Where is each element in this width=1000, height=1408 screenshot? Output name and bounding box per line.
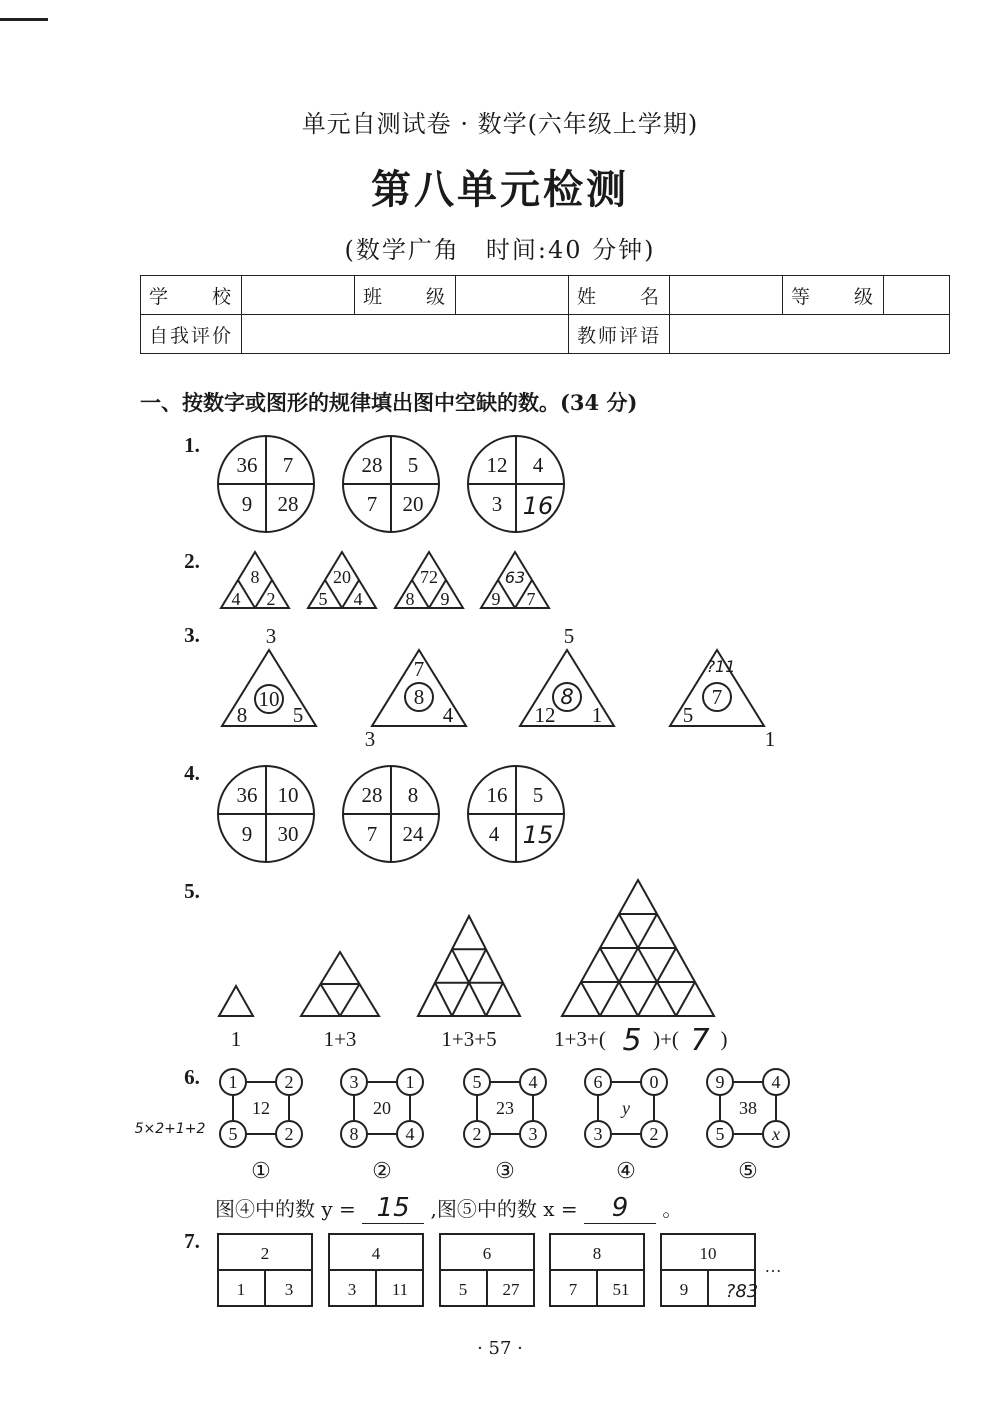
q2-t4-answer: 63 bbox=[504, 568, 526, 587]
q7-b1-br: 3 bbox=[284, 1280, 294, 1299]
q6-s5-br: x bbox=[772, 1124, 780, 1144]
q2-t1-top: 8 bbox=[250, 567, 260, 587]
q2-t3-left: 8 bbox=[405, 589, 415, 609]
q6-s1-tr: 2 bbox=[284, 1072, 294, 1092]
q6-s1-br: 2 bbox=[284, 1124, 294, 1144]
q3-t1-apex: 3 bbox=[265, 624, 277, 648]
q1-c2-br: 20 bbox=[402, 492, 424, 516]
q4-c3-answer: 15 bbox=[522, 821, 554, 849]
q6-s2-tr: 1 bbox=[405, 1072, 415, 1092]
q6-text-b: ,图⑤中的数 x = bbox=[430, 1197, 578, 1221]
q7-b4-top: 8 bbox=[592, 1244, 602, 1263]
q7-b5-top: 10 bbox=[699, 1244, 717, 1263]
q1-c3-tr: 4 bbox=[532, 453, 544, 477]
q4-c2-tr: 8 bbox=[407, 783, 419, 807]
q5-label-4-suffix: ) bbox=[720, 1027, 728, 1051]
q1-c2-bl: 7 bbox=[366, 492, 378, 516]
q6-s5-tr: 4 bbox=[771, 1072, 781, 1092]
q3-t3-answer: 8 bbox=[560, 685, 574, 709]
q3-t2-center: 8 bbox=[413, 685, 425, 709]
q3-t4-center: 7 bbox=[711, 685, 723, 709]
q4-circle-1 bbox=[218, 766, 314, 862]
q5-answer-2: 7 bbox=[690, 1023, 710, 1058]
q7-b5-bl: 9 bbox=[679, 1280, 689, 1299]
q4-c3-tr: 5 bbox=[532, 783, 544, 807]
name-label: 姓 名 bbox=[569, 276, 670, 315]
q3-t2-inner-top: 7 bbox=[413, 657, 425, 681]
q6-s1-bl: 5 bbox=[228, 1124, 238, 1144]
q4-number: 4. bbox=[184, 761, 200, 785]
q7-b5-answer: ?83 bbox=[725, 1281, 759, 1302]
q1-c1-br: 28 bbox=[277, 492, 299, 516]
q5-number: 5. bbox=[184, 879, 200, 903]
class-label: 班 级 bbox=[355, 276, 456, 315]
page-number: · 57 · bbox=[477, 1338, 523, 1359]
page-subtitle: (数学广角 时间:40 分钟) bbox=[344, 236, 656, 264]
q6-s3-label: ③ bbox=[495, 1158, 515, 1183]
q4-c1-tl: 36 bbox=[236, 783, 258, 807]
q6-s3-br: 3 bbox=[528, 1124, 538, 1144]
q5-label-1: 1 bbox=[230, 1027, 242, 1051]
q6-s4-center: y bbox=[622, 1098, 630, 1118]
q2-t2-right: 4 bbox=[353, 589, 363, 609]
q7-b2-br: 11 bbox=[391, 1280, 409, 1299]
q6-s3-tr: 4 bbox=[528, 1072, 538, 1092]
q6-s1-center: 12 bbox=[252, 1098, 270, 1118]
q2-t2-top: 20 bbox=[333, 567, 351, 587]
q7-ellipsis: … bbox=[764, 1257, 782, 1276]
q3-t4-answer: ?11 bbox=[706, 657, 736, 676]
q3-t4-below: 1 bbox=[764, 727, 776, 751]
q6-side-note: 5×2+1+2 bbox=[134, 1121, 206, 1137]
q5-triangle-1 bbox=[219, 986, 253, 1016]
q1-number: 1. bbox=[184, 433, 200, 457]
q7-b3-top: 6 bbox=[482, 1244, 492, 1263]
q6-s5-tl: 9 bbox=[715, 1072, 725, 1092]
q1-circle-2 bbox=[343, 436, 439, 532]
self-eval-label: 自我评价 bbox=[141, 315, 242, 354]
series-title: 单元自测试卷 · 数学(六年级上学期) bbox=[301, 110, 699, 138]
q6-answer-y[interactable]: 15 bbox=[362, 1193, 424, 1224]
q6-s4-bl: 3 bbox=[593, 1124, 603, 1144]
q1-c3-tl: 12 bbox=[486, 453, 508, 477]
q4-c2-bl: 7 bbox=[366, 822, 378, 846]
q6-s1-tl: 1 bbox=[228, 1072, 238, 1092]
q3-t4-left: 5 bbox=[682, 703, 694, 727]
q2-t1-left: 4 bbox=[231, 589, 241, 609]
q6-number: 6. bbox=[184, 1065, 200, 1089]
q6-s2-bl: 8 bbox=[349, 1124, 359, 1144]
q6-s1-label: ① bbox=[251, 1158, 271, 1183]
q4-c2-tl: 28 bbox=[361, 783, 383, 807]
q3-t3-apex: 5 bbox=[563, 624, 575, 648]
q7-b3-br: 27 bbox=[502, 1280, 520, 1299]
q1-c3-answer: 16 bbox=[522, 492, 554, 520]
q3-t1-left: 8 bbox=[236, 703, 248, 727]
q5-label-4-prefix: 1+3+( bbox=[554, 1027, 606, 1051]
q6-s5-bl: 5 bbox=[715, 1124, 725, 1144]
q5-label-3: 1+3+5 bbox=[441, 1027, 497, 1051]
q6-s3-tl: 5 bbox=[472, 1072, 482, 1092]
q5-triangle-2 bbox=[301, 952, 379, 1016]
q2-t3-right: 9 bbox=[440, 589, 450, 609]
q6-answer-x[interactable]: 9 bbox=[584, 1193, 656, 1224]
q6-s5-label: ⑤ bbox=[738, 1158, 758, 1183]
q1-c1-tr: 7 bbox=[282, 453, 294, 477]
q6-s3-bl: 2 bbox=[472, 1124, 482, 1144]
q6-question bbox=[215, 1193, 682, 1224]
q7-b1-top: 2 bbox=[260, 1244, 270, 1263]
grade-label: 等 级 bbox=[783, 276, 884, 315]
q6-s4-br: 2 bbox=[649, 1124, 659, 1144]
school-label: 学 校 bbox=[141, 276, 242, 315]
q6-s4-label: ④ bbox=[616, 1158, 636, 1183]
q5-triangle-3 bbox=[418, 916, 520, 1016]
q2-t2-left: 5 bbox=[318, 589, 328, 609]
q6-s2-br: 4 bbox=[405, 1124, 415, 1144]
q5-label-4-mid: )+( bbox=[653, 1027, 679, 1051]
q4-circle-2 bbox=[343, 766, 439, 862]
q7-b4-br: 51 bbox=[612, 1280, 630, 1299]
teacher-eval-label: 教师评语 bbox=[569, 315, 670, 354]
q4-c3-tl: 16 bbox=[486, 783, 508, 807]
q6-s2-label: ② bbox=[372, 1158, 392, 1183]
q5-triangle-4 bbox=[562, 880, 714, 1016]
q7-number: 7. bbox=[184, 1229, 200, 1253]
q4-c1-tr: 10 bbox=[277, 783, 299, 807]
q6-s3-center: 23 bbox=[496, 1098, 514, 1118]
q6-text-c: 。 bbox=[662, 1197, 683, 1221]
q1-c1-tl: 36 bbox=[236, 453, 258, 477]
q2-t4-right: 7 bbox=[526, 589, 536, 609]
q3-t2-right: 4 bbox=[442, 703, 454, 727]
q4-c1-bl: 9 bbox=[241, 822, 253, 846]
q3-t3-left: 12 bbox=[534, 703, 556, 727]
q1-c2-tl: 28 bbox=[361, 453, 383, 477]
section-1-title: 一、按数字或图形的规律填出图中空缺的数。(34 分) bbox=[140, 390, 638, 415]
q4-c2-br: 24 bbox=[402, 822, 424, 846]
q6-s4-tr: 0 bbox=[649, 1072, 659, 1092]
q7-b2-top: 4 bbox=[371, 1244, 381, 1263]
q7-b1-bl: 1 bbox=[236, 1280, 246, 1299]
q1-c2-tr: 5 bbox=[407, 453, 419, 477]
q6-s5-center: 38 bbox=[739, 1098, 757, 1118]
q4-c3-bl: 4 bbox=[488, 822, 500, 846]
q7-b3-bl: 5 bbox=[458, 1280, 468, 1299]
q2-t3-top: 72 bbox=[420, 567, 438, 587]
q2-t4-left: 9 bbox=[491, 589, 501, 609]
q1-c3-bl: 3 bbox=[491, 492, 503, 516]
q6-text-a: 图④中的数 y = bbox=[215, 1197, 356, 1221]
q2-number: 2. bbox=[184, 549, 200, 573]
q2-t1-right: 2 bbox=[266, 589, 276, 609]
page-title: 第八单元检测 bbox=[371, 166, 629, 213]
q3-t3-right: 1 bbox=[591, 703, 603, 727]
q5-label-2: 1+3 bbox=[323, 1027, 357, 1051]
q6-s2-tl: 3 bbox=[349, 1072, 359, 1092]
q1-c1-bl: 9 bbox=[241, 492, 253, 516]
q6-s4-tl: 6 bbox=[593, 1072, 603, 1092]
q3-t1-right: 5 bbox=[292, 703, 304, 727]
q7-b2-bl: 3 bbox=[347, 1280, 357, 1299]
q3-t1-center: 10 bbox=[258, 687, 280, 711]
q6-s2-center: 20 bbox=[373, 1098, 391, 1118]
q3-number: 3. bbox=[184, 623, 200, 647]
q3-t2-below: 3 bbox=[364, 727, 376, 751]
q4-c1-br: 30 bbox=[277, 822, 299, 846]
q1-circle-1 bbox=[218, 436, 314, 532]
q5-answer-1: 5 bbox=[622, 1023, 642, 1058]
q7-b4-bl: 7 bbox=[568, 1280, 578, 1299]
